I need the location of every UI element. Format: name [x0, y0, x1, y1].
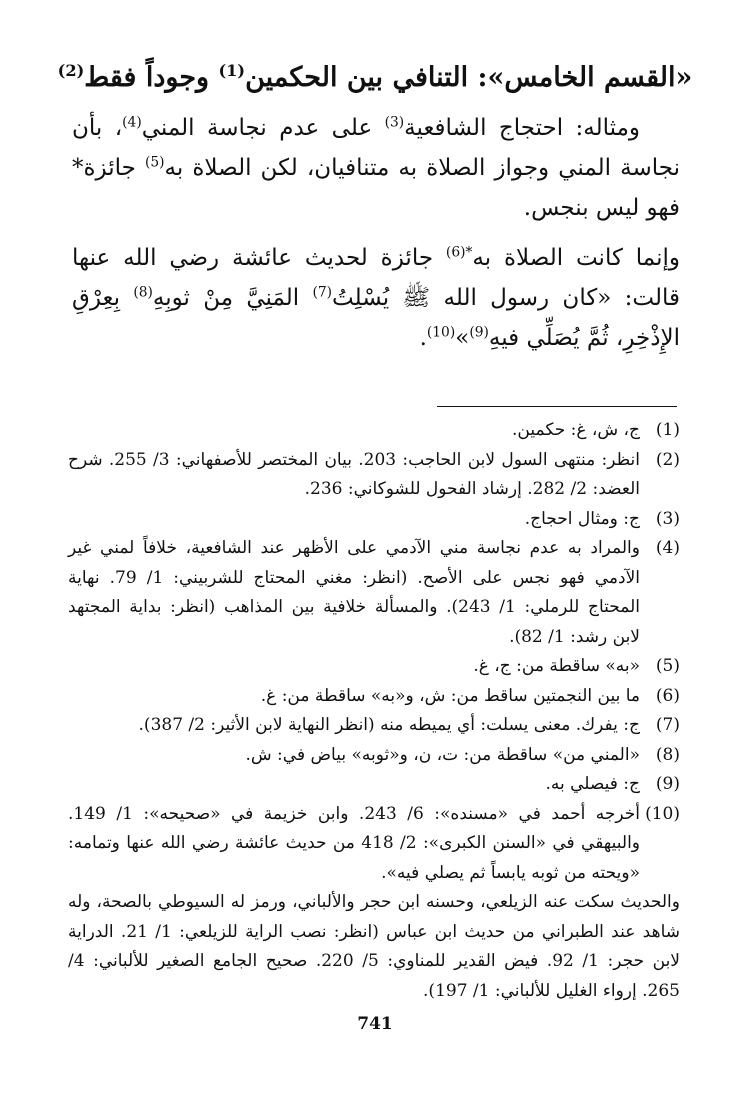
footnote-reference: *(6) [445, 244, 473, 261]
footnote-reference: (10) [426, 324, 456, 341]
footnote [68, 446, 680, 505]
footnotes-section [68, 416, 680, 1006]
footnote [68, 741, 680, 771]
footnote-reference: (5) [144, 154, 165, 171]
footnote-reference: (4) [122, 114, 142, 131]
body-paragraph: ومثاله: احتجاج الشافعية$^{(3)}$ على عدم نجاسة المني$^{(4)}$، بأن نجاسة المني وجواز الصلاة به متنافيان، لكن الصلاة به$^{(5)}$ جائزة* فهو ليس بنجس. [72, 114, 680, 221]
footnote [68, 505, 680, 535]
footnote-reference: (2) [57, 61, 85, 80]
footnote-text: ج، ش، غ: حكمين. [512, 420, 640, 440]
footnote-number: (3) [655, 508, 680, 529]
footnote-reference: (3) [384, 114, 405, 131]
footnote [68, 711, 680, 741]
footnote-reference: (9) [469, 324, 489, 341]
footnote [68, 800, 680, 889]
footnote-reference: (8) [133, 284, 153, 301]
footnote-number: (7) [655, 715, 680, 735]
footnote-text: «به» ساقطة من: ج، غ. [473, 656, 640, 676]
footnote-number: (1) [655, 420, 680, 440]
footnote-text: انظر: منتهى السول لابن الحاجب: 203. بيان المختصر للأصفهاني: 3/ 255. شرح العضد: 2/ 282. إرشاد الفحول للشوكاني: 236. [68, 449, 641, 499]
footnote-reference: (7) [312, 284, 333, 301]
footnote-text: ج: فيصلي به. [545, 774, 640, 794]
body-paragraph: وإنما كانت الصلاة به$^{*(6)}$ جائزة لحديث عائشة رضي الله عنها قالت: «كان رسول الله ﷺ يُسْلِتُ$^{(7)}$ المَنِيَّ مِنْ ثوبِهِ$^{(8)}$ بِعِرْقِ الإِذْخِرِ، ثُمَّ يُصَلِّي فيهِ$^{(9)}$»$^{(10)}$. [72, 244, 680, 351]
footnote-text: ج: ومثال احجاج. [524, 508, 640, 529]
footnote-number: (4) [655, 538, 680, 558]
footnote-number: (10) [645, 803, 680, 824]
footnote-text: «المني من» ساقطة من: ت، ن، و«ثوبه» بياض في: ش. [245, 744, 640, 765]
footnote [68, 682, 680, 712]
footnote [68, 416, 680, 446]
footnote [68, 534, 680, 652]
footnote-number: (8) [655, 744, 680, 765]
footnote-text: ما بين النجمتين ساقط من: ش، و«به» ساقطة من: غ. [260, 685, 640, 706]
footnote-number: (2) [655, 449, 680, 470]
page-number: 741 [357, 1014, 393, 1034]
footnote-reference: (1) [218, 61, 246, 80]
footnote-number: (9) [655, 774, 680, 794]
section-title [40, 58, 710, 98]
footnote-number: (6) [655, 685, 680, 706]
footnote-text: أخرجه أحمد في «مسنده»: 6/ 243. وابن خزيمة في «صحيحه»: 1/ 149. والبيهقي في «السنن الكبرى»: 2/ 418 من حديث عائشة رضي الله عنها وتمامه: «ويحته من ثوبه يابساً ثم يصلي فيه». [68, 803, 641, 883]
section-title-text: «القسم الخامس»: التنافي بين الحكمين$^{(1)}$ وجوداً فقط$^{(2)}$ [57, 61, 693, 93]
footnote [68, 652, 680, 682]
footnote-continuation: والحديث سكت عنه الزيلعي، وحسنه ابن حجر والألباني، ورمز له السيوطي بالصحة، وله شاهد عند الطبراني من حديث ابن عباس (انظر: نصب الراية للزيلعي: 1/ 21. الدراية لابن حجر: 1/ 92. فيض القدير للمناوي: 5/ 220. صحيح الجامع الصغير للألباني: 4/ 265. إرواء الغليل للألباني: 1/ 197). [68, 892, 681, 1001]
footnote-text: ج: يفرك. معنى يسلت: أي يميطه منه (انظر النهاية لابن الأثير: 2/ 387). [138, 715, 640, 735]
footnote-divider [437, 406, 677, 407]
footnote-text: والمراد به عدم نجاسة مني الآدمي على الأظهر عند الشافعية، خلافاً لمني غير الآدمي فهو نجس على الأصح. (انظر: مغني المحتاج للشربيني: 1/ 79. نهاية المحتاج للرملي: 1/ 243). والمسألة خلافية بين المذاهب (انظر: بداية المجتهد لابن رشد: 1/ 82). [68, 538, 641, 647]
footnote-number: (5) [655, 656, 680, 676]
footnote [68, 770, 680, 800]
